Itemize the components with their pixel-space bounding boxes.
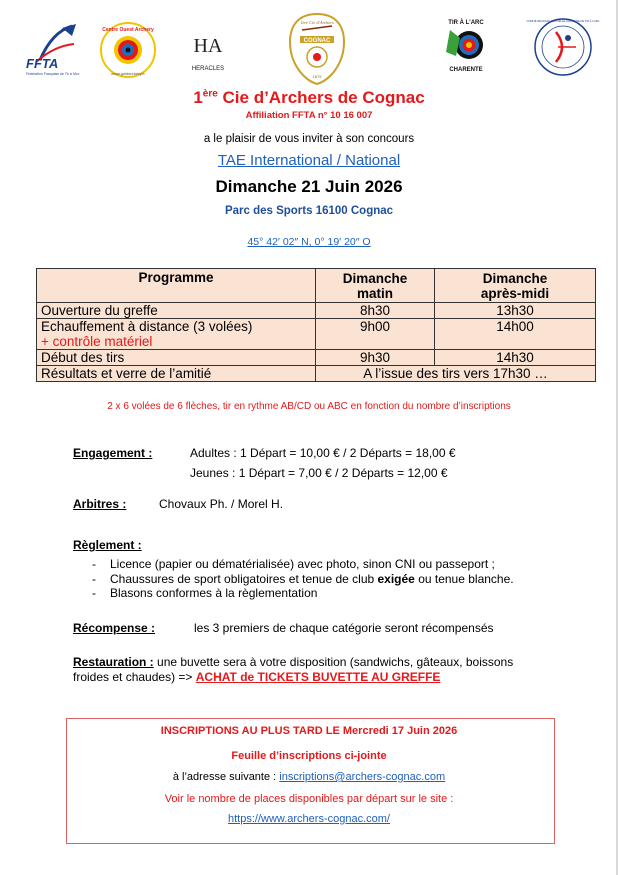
restauration-text2: froides et chaudes) => — [73, 669, 196, 684]
comite-ring-text: COMITÉ RÉGIONAL NOUVELLE-AQUITAINE DE TIR À L'ARC — [526, 20, 600, 23]
recompense-label: Récompense : — [73, 621, 156, 635]
row-afternoon: 14h00 — [435, 319, 596, 350]
row-label: Résultats et verre de l’amitié — [37, 366, 316, 382]
restauration-block — [73, 655, 543, 684]
engagement-jeunes: Jeunes : 1 Départ = 7,00 € / 2 Départs = 12,00 € — [190, 466, 448, 480]
recompense-value: les 3 premiers de chaque catégorie seront récompensés — [194, 621, 494, 635]
gps-link[interactable]: 45° 42′ 02″ N, 0° 19′ 20″ O — [247, 236, 371, 248]
cognac-logo-top: 1ère Cie d'Archers — [300, 20, 334, 25]
engagement-label: Engagement : — [73, 446, 153, 460]
heracles-logo — [186, 28, 230, 76]
row-sublabel: + contrôle matériel — [41, 334, 153, 349]
inscriptions-address: à l’adresse suivante : inscriptions@archers-cognac.com — [172, 771, 446, 783]
row-morning: 9h00 — [316, 319, 435, 350]
list-item: - Chaussures de sport obligatoires et tenue de club exigée ou tenue blanche. — [110, 572, 514, 587]
ffta-name: FFTA — [26, 56, 59, 71]
title-rest: Cie d’Archers de Cognac — [217, 88, 425, 107]
cognac-logo-year: 1875 — [312, 74, 322, 79]
title-sup: ère — [202, 88, 218, 100]
heracles-name: HERACLES — [191, 66, 225, 72]
engagement-adultes: Adultes : 1 Départ = 10,00 € / 2 Départs = 18,00 € — [190, 446, 456, 460]
website-link[interactable]: https://www.archers-cognac.com/ — [227, 813, 390, 825]
restauration-label: Restauration : — [73, 655, 154, 669]
list-item: - Blasons conformes à la règlementation — [110, 586, 514, 601]
restauration-highlight: ACHAT de TICKETS BUVETTE AU GREFFE — [195, 669, 441, 684]
restauration-text1: une buvette sera à votre disposition (sandwichs, gâteaux, boissons — [153, 655, 514, 669]
header-programme: Programme — [37, 269, 316, 303]
gps — [0, 236, 618, 248]
ffta-sub: Fédération Française de Tir à l'Arc — [26, 72, 80, 76]
invite-text: a le plaisir de vous inviter à son concours — [203, 133, 415, 145]
venue: Parc des Sports 16100 Cognac — [224, 205, 394, 217]
club-title — [0, 88, 618, 108]
arbitres-value: Chovaux Ph. / Morel H. — [159, 497, 284, 511]
table-row — [37, 303, 596, 319]
charente-top: TIR À L'ARC — [448, 20, 484, 26]
table-row — [37, 319, 596, 350]
charente-name: CHARENTE — [449, 67, 483, 73]
affiliation: Affiliation FFTA n° 10 16 007 — [245, 110, 373, 121]
row-afternoon: 13h30 — [435, 303, 596, 319]
event-date: Dimanche 21 Juin 2026 — [215, 177, 403, 196]
inscriptions-places: Voir le nombre de places disponibles par départ sur le site : — [164, 793, 454, 805]
centre-ouest-url: www.goldarchery.fr — [111, 71, 145, 76]
comite-regional-logo — [526, 14, 600, 80]
email-link[interactable]: inscriptions@archers-cognac.com — [279, 771, 446, 783]
row-label: Début des tirs — [37, 350, 316, 366]
row-morning: 9h30 — [316, 350, 435, 366]
cognac-logo-name: COGNAC — [303, 38, 331, 44]
website — [0, 813, 618, 825]
ffta-logo — [22, 22, 80, 78]
row-afternoon: 14h30 — [435, 350, 596, 366]
centre-ouest-name: Centre Ouest Archery — [102, 27, 154, 33]
volees-note: 2 x 6 volées de 6 flèches, tir en rythme AB/CD ou ABC en fonction du nombre d’inscriptions — [107, 401, 511, 412]
row-label: Echauffement à distance (3 volées) + contrôle matériel — [37, 319, 316, 350]
inscriptions-deadline: INSCRIPTIONS AU PLUS TARD LE Mercredi 17 Juin 2026 — [160, 725, 458, 737]
row-merged: A l’issue des tirs vers 17h30 … — [316, 366, 596, 382]
competition-link[interactable]: TAE International / National — [217, 152, 401, 169]
row-label: Ouverture du greffe — [37, 303, 316, 319]
centre-ouest-logo — [98, 20, 158, 80]
list-item: - Licence (papier ou dématérialisée) avec photo, sinon CNI ou passeport ; — [110, 557, 514, 572]
table-row — [37, 350, 596, 366]
reglement-list — [110, 557, 514, 601]
reglement-label: Règlement : — [73, 538, 142, 552]
header-morning: Dimanche matin — [316, 269, 435, 303]
inscriptions-sheet: Feuille d’inscriptions ci-jointe — [231, 750, 387, 762]
heracles-mark: HA — [193, 35, 223, 57]
competition-name — [0, 152, 618, 169]
row-morning: 8h30 — [316, 303, 435, 319]
title-num: 1 — [193, 88, 203, 107]
charente-logo — [436, 16, 496, 74]
programme-table — [36, 268, 596, 382]
table-header-row — [37, 269, 596, 303]
arbitres-label: Arbitres : — [73, 497, 127, 511]
table-row — [37, 366, 596, 382]
cognac-club-logo — [286, 12, 348, 86]
header-afternoon: Dimanche après-midi — [435, 269, 596, 303]
